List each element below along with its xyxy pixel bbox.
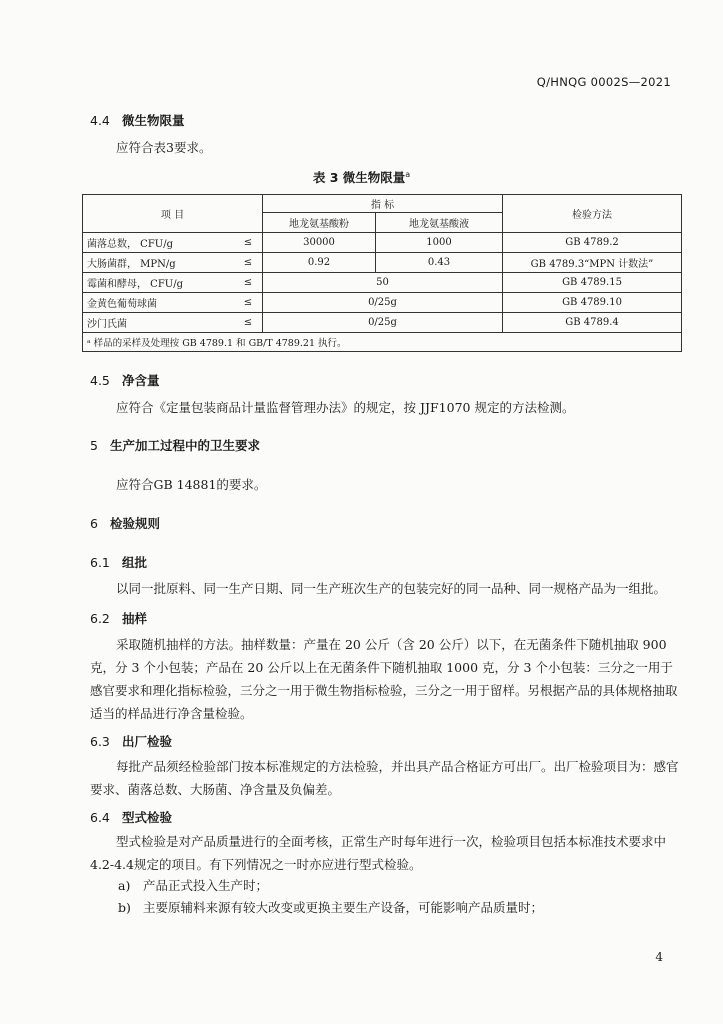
table-row	[83, 313, 682, 333]
list-item	[118, 898, 543, 916]
section-6-4-heading	[90, 808, 172, 826]
section-number: 4.4	[90, 113, 110, 128]
header-index: 指 标	[263, 195, 503, 213]
table-note: ᵃ 样品的采样及处理按 GB 4789.1 和 GB/T 4789.21 执行。	[83, 333, 682, 352]
section-4-4-heading	[90, 111, 185, 129]
table-caption	[0, 168, 723, 186]
section-title: 型式检验	[122, 810, 173, 825]
header-liquid: 地龙氨基酸液	[376, 213, 503, 233]
table-caption-text: 表 3 微生物限量	[312, 170, 406, 185]
table-row	[83, 273, 682, 293]
section-title: 检验规则	[110, 516, 161, 531]
section-6-3-text: 每批产品须经检验部门按本标准规定的方法检验，并出具产品合格证方可出厂。出厂检验项目为：感官要求、菌落总数、大肠菌、净含量及负偏差。	[90, 759, 679, 797]
section-6-4-text: 型式检验是对产品质量进行的全面考核，正常生产时每年进行一次，检验项目包括本标准技术要求中4.2-4.4规定的项目。有下列情况之一时亦应进行型式检验。	[90, 834, 667, 872]
row-le: ≤	[234, 233, 263, 253]
section-number: 6.3	[90, 734, 110, 749]
row-method: GB 4789.4	[503, 313, 682, 333]
list-text: 产品正式投入生产时；	[143, 878, 269, 893]
table-row	[83, 253, 682, 273]
section-4-5-heading	[90, 371, 160, 389]
section-title: 生产加工过程中的卫生要求	[110, 438, 261, 453]
section-5-text: 应符合GB 14881的要求。	[116, 477, 267, 492]
header-powder: 地龙氨基酸粉	[263, 213, 376, 233]
section-6-1-heading	[90, 553, 147, 571]
list-label: b)	[118, 900, 131, 915]
section-number: 6.1	[90, 555, 110, 570]
row-name: 沙门氏菌	[83, 313, 235, 333]
row-le: ≤	[234, 273, 263, 293]
row-name: 大肠菌群， MPN/g	[83, 253, 235, 273]
row-value: 50	[263, 273, 503, 293]
section-6-2-heading	[90, 609, 147, 627]
header-item: 项 目	[83, 195, 263, 233]
section-number: 6.2	[90, 611, 110, 626]
section-title: 净含量	[122, 373, 160, 388]
list-label: a)	[118, 878, 131, 893]
microbial-limits-table	[82, 194, 682, 352]
section-title: 出厂检验	[122, 734, 173, 749]
table-row	[83, 233, 682, 253]
row-name: 霉菌和酵母， CFU/g	[83, 273, 235, 293]
row-method: GB 4789.15	[503, 273, 682, 293]
section-6-1-text: 以同一批原料、同一生产日期、同一生产班次生产的包装完好的同一品种、同一规格产品为一组批。	[116, 581, 667, 596]
row-value: 0/25g	[263, 293, 503, 313]
row-method: GB 4789.3“MPN 计数法”	[503, 253, 682, 273]
section-title: 抽样	[122, 611, 148, 626]
row-name: 菌落总数， CFU/g	[83, 233, 235, 253]
row-liquid: 0.43	[376, 253, 503, 273]
section-6-3-heading	[90, 732, 172, 750]
row-method: GB 4789.2	[503, 233, 682, 253]
row-le: ≤	[234, 293, 263, 313]
section-number: 4.5	[90, 373, 110, 388]
section-4-5-text: 应符合《定量包装商品计量监督管理办法》的规定，按 JJF1070 规定的方法检测。	[116, 400, 575, 415]
document-code: Q/HNQG 0002S—2021	[536, 75, 671, 89]
section-title: 微生物限量	[122, 113, 185, 128]
section-number: 5	[90, 438, 98, 453]
row-value: 0/25g	[263, 313, 503, 333]
row-le: ≤	[234, 313, 263, 333]
section-number: 6.4	[90, 810, 110, 825]
row-name: 金黄色葡萄球菌	[83, 293, 235, 313]
row-liquid: 1000	[376, 233, 503, 253]
list-text: 主要原辅料来源有较大改变或更换主要生产设备，可能影响产品质量时；	[143, 900, 544, 915]
row-powder: 0.92	[263, 253, 376, 273]
list-item	[118, 876, 268, 894]
section-4-4-text: 应符合表3要求。	[116, 140, 212, 155]
header-method: 检验方法	[503, 195, 682, 233]
table-caption-mark: a	[405, 169, 411, 179]
section-number: 6	[90, 516, 98, 531]
row-method: GB 4789.10	[503, 293, 682, 313]
page-number: 4	[655, 950, 663, 964]
row-le: ≤	[234, 253, 263, 273]
table-row	[83, 293, 682, 313]
section-6-heading	[90, 514, 160, 532]
section-5-heading	[90, 436, 260, 454]
section-title: 组批	[122, 555, 148, 570]
row-powder: 30000	[263, 233, 376, 253]
section-6-2-text: 采取随机抽样的方法。抽样数量：产量在 20 公斤（含 20 公斤）以下，在无菌条件下随机抽取 900 克，分 3 个小包装；产品在 20 公斤以上在无菌条件下随机抽取 1000 克，分 3 个小包装：三分之一用于感官要求和理化指标检验，三分之一用于微生物指标检验，三分之一用于留样。另根据产品的具体规格抽取适当的样品进行净含量检验。	[90, 637, 678, 721]
